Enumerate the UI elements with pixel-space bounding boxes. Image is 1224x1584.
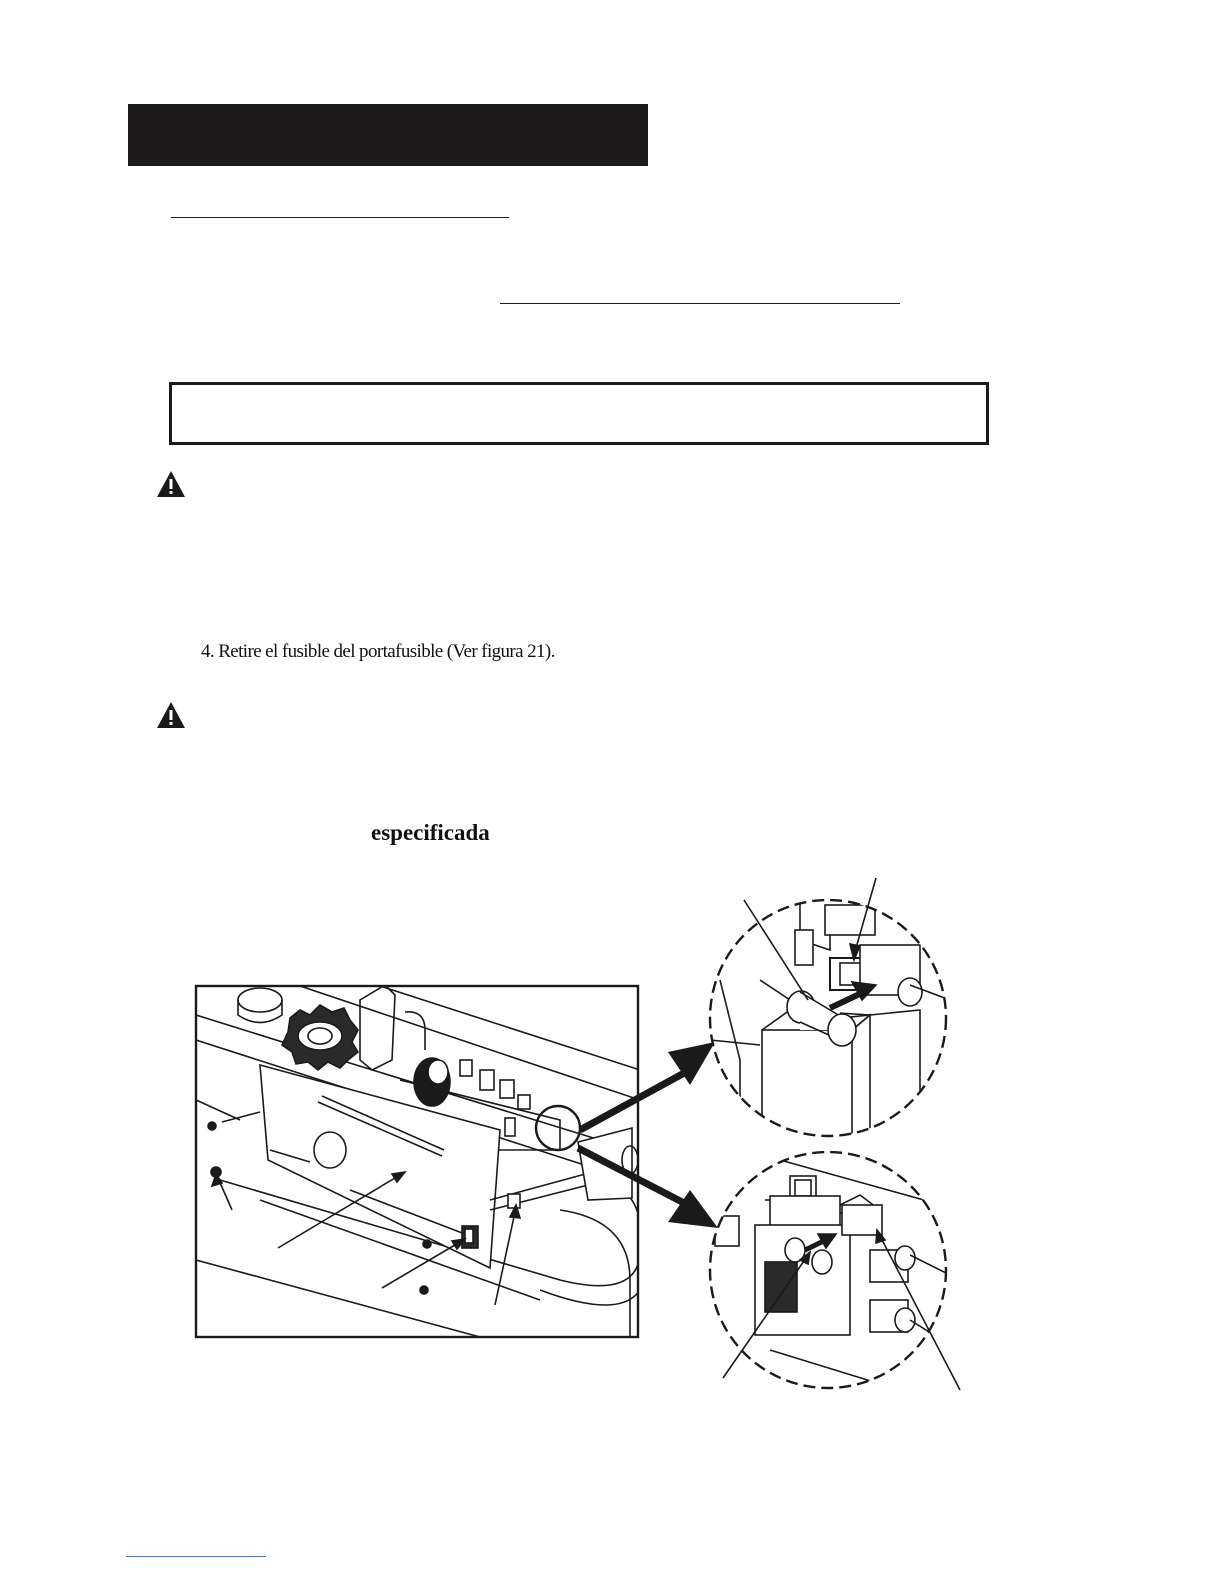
specified-word: especificada (371, 820, 490, 845)
step-4-text: 4. Retire el fusible del portafusible (Ver figura 21). (201, 641, 555, 662)
fuse-holder-figure (0, 860, 1224, 1420)
warning-triangle-icon (156, 470, 186, 498)
underline-rule-2 (500, 303, 900, 304)
notice-box (169, 382, 989, 445)
warning-triangle-icon (156, 701, 186, 729)
machine-panel-illustration (196, 985, 640, 1337)
footer-link-rule (126, 1556, 266, 1557)
detail-circle-bottom-illustration (710, 1150, 960, 1390)
section-header-bar (128, 104, 648, 166)
underline-rule-1 (171, 217, 509, 218)
